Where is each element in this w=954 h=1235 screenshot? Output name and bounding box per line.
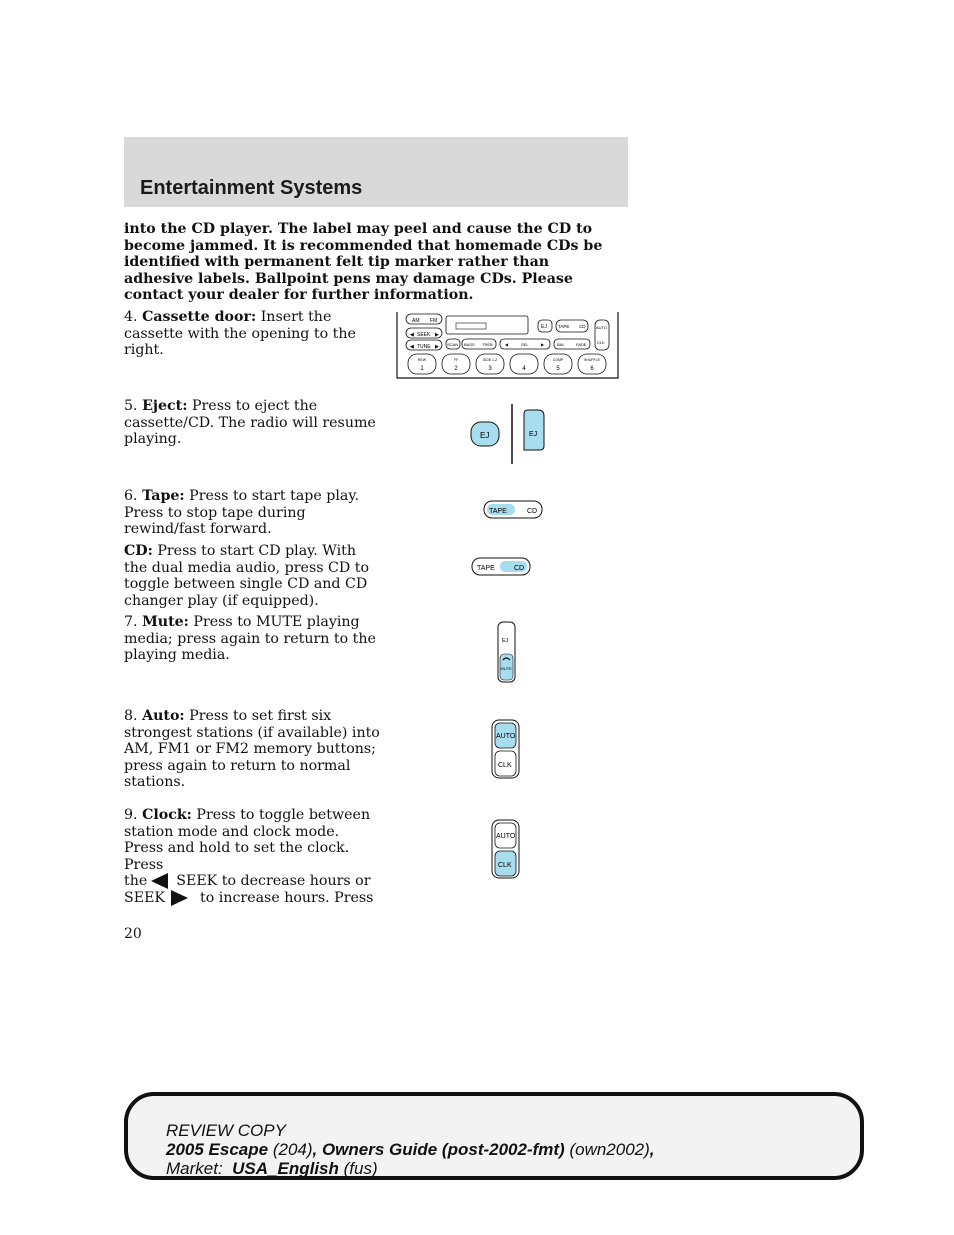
- svg-text:SEEK: SEEK: [417, 332, 431, 338]
- svg-text:CLK: CLK: [597, 340, 605, 345]
- svg-text:TREB: TREB: [482, 342, 493, 347]
- svg-text:AUTO: AUTO: [496, 833, 516, 840]
- item-clock: 9. Clock: Press to toggle between station mode and clock mode. Press and hold to set the clock. Press the SEEK to decrease hours or SEEK to increase hours. Press: [124, 807, 374, 906]
- svg-text:BASS: BASS: [464, 342, 475, 347]
- seek-left-arrow-icon: [151, 873, 168, 889]
- svg-text:CD: CD: [527, 508, 538, 515]
- svg-text:▶: ▶: [541, 342, 545, 347]
- tape-button-illustration: [482, 498, 544, 522]
- svg-text:FM: FM: [430, 318, 438, 324]
- seek-right-arrow-icon: [171, 890, 188, 906]
- preset-number-4: 4: [522, 366, 526, 372]
- svg-text:AUTO: AUTO: [596, 325, 608, 330]
- item-cassette-door: 4. Cassette door: Insert the cassette with the opening to the right.: [124, 309, 356, 358]
- svg-text:EJ: EJ: [529, 431, 538, 438]
- section-header-band: [124, 137, 628, 207]
- preset-label-1: REW: [417, 358, 427, 362]
- mute-button-illustration: [496, 620, 518, 686]
- svg-text:SEL: SEL: [521, 342, 529, 347]
- auto-button-illustration: [490, 718, 522, 782]
- section-title: Entertainment Systems: [140, 177, 363, 199]
- svg-text:BAL: BAL: [557, 342, 565, 347]
- svg-text:▶: ▶: [435, 332, 439, 338]
- svg-text:FADE: FADE: [576, 342, 587, 347]
- item-cd: CD: Press to start CD play. With the dual media audio, press CD to toggle between single CD and CD changer play (if equipped).: [124, 543, 369, 609]
- svg-text:◀: ◀: [410, 344, 414, 350]
- svg-text:EJ: EJ: [480, 431, 490, 440]
- svg-text:▶: ▶: [435, 344, 439, 350]
- svg-text:CD: CD: [579, 324, 586, 329]
- svg-text:SCAN: SCAN: [447, 342, 459, 347]
- radio-faceplate-illustration: [396, 312, 620, 382]
- page-number: 20: [124, 926, 142, 942]
- preset-number-1: 1: [420, 366, 424, 372]
- svg-text:AUTO: AUTO: [496, 733, 516, 740]
- clock-button-illustration: [490, 818, 522, 882]
- svg-text:TAPE: TAPE: [558, 324, 570, 329]
- preset-number-6: 6: [590, 366, 594, 372]
- preset-label-5: COMP: [552, 358, 564, 362]
- svg-text:◀: ◀: [505, 342, 509, 347]
- svg-text:EJ: EJ: [502, 638, 509, 644]
- review-copy-footer: [124, 1092, 864, 1180]
- svg-text:TAPE: TAPE: [477, 565, 495, 572]
- item-tape: 6. Tape: Press to start tape play. Press to stop tape during rewind/fast forward.: [124, 488, 359, 537]
- item-eject: 5. Eject: Press to eject the cassette/CD. The radio will resume playing.: [124, 398, 376, 447]
- preset-label-6: SHUFFLE: [584, 358, 600, 362]
- preset-number-2: 2: [454, 366, 458, 372]
- svg-text:AM: AM: [412, 318, 420, 324]
- svg-text:TAPE: TAPE: [489, 508, 507, 515]
- cd-button-illustration: [470, 555, 532, 579]
- svg-text:CD: CD: [514, 565, 525, 572]
- svg-text:MUTE: MUTE: [500, 666, 512, 671]
- eject-button-illustration: [466, 402, 550, 468]
- svg-text:EJ: EJ: [541, 324, 547, 330]
- preset-number-3: 3: [488, 366, 492, 372]
- footer-text: REVIEW COPY 2005 Escape (204), Owners Guide (post-2002-fmt) (own2002), Market: USA_English (fus): [166, 1121, 655, 1178]
- item-auto: 8. Auto: Press to set first six strongest stations (if available) into AM, FM1 or FM2 memory buttons; press again to return to normal stations.: [124, 708, 380, 790]
- svg-text:CLK: CLK: [498, 862, 512, 869]
- preset-buttons-row: [408, 354, 606, 374]
- preset-label-2: FF: [453, 358, 459, 362]
- svg-text:◀: ◀: [410, 332, 414, 338]
- preset-number-5: 5: [556, 366, 560, 372]
- intro-warning-text: into the CD player. The label may peel and cause the CD to become jammed. It is recommended that homemade CDs be identified with permanent felt tip marker rather than adhesive labels. Ballpoint pens may damage CDs. Please contact your dealer for further information.: [124, 221, 603, 303]
- preset-label-3: SIDE 1-2: [482, 358, 498, 362]
- item-mute: 7. Mute: Press to MUTE playing media; press again to return to the playing media.: [124, 614, 376, 663]
- svg-text:TUNE: TUNE: [417, 344, 431, 350]
- svg-text:CLK: CLK: [498, 762, 512, 769]
